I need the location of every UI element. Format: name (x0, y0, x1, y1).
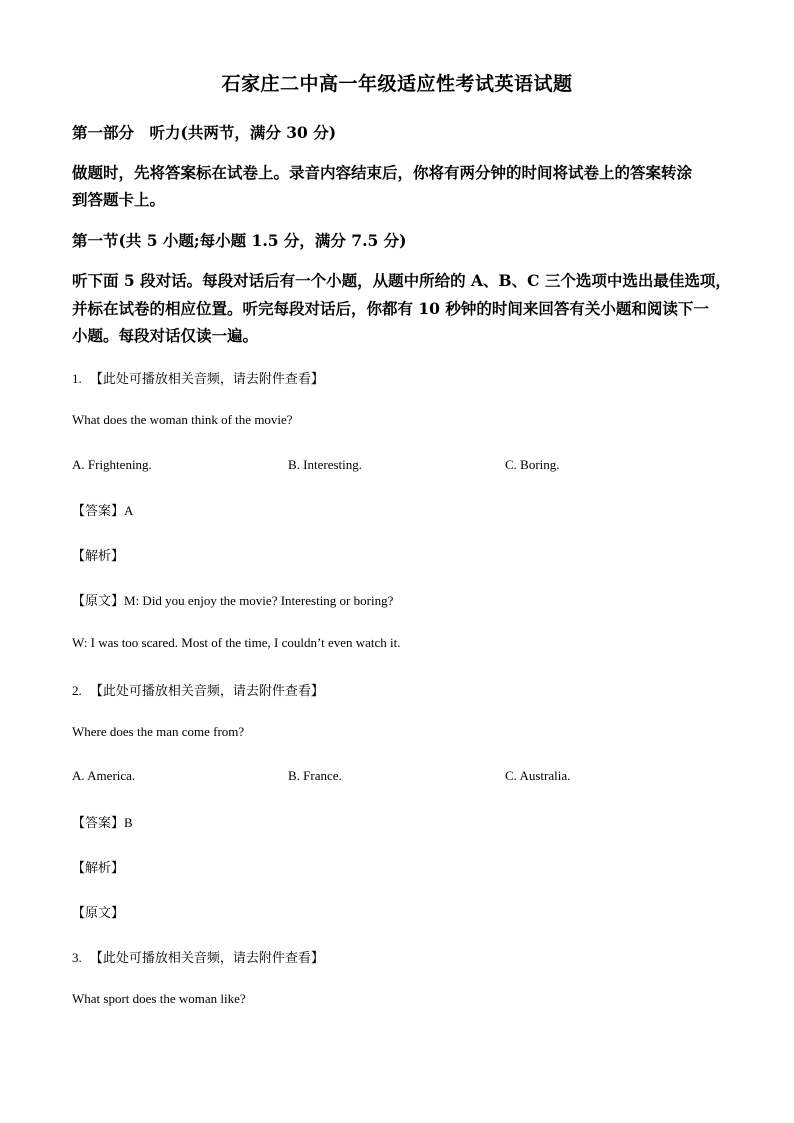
instructions-line-1: 做题时，先将答案标在试卷上。录音内容结束后，你将有两分钟的时间将试卷上的答案转涂 (72, 163, 693, 182)
question-1-stem: What does the woman think of the movie? (72, 412, 293, 427)
question-2-option-c: C. Australia. (505, 768, 571, 783)
question-2-option-a: A. America. (72, 768, 136, 783)
question-2-audio-note[interactable]: 【此处可播放相关音频，请去附件查看】 (89, 684, 324, 699)
question-2-number: 2. (72, 683, 82, 698)
question-2-answer-value: B (124, 815, 133, 830)
question-2-option-b: B. France. (288, 768, 342, 783)
section1-instructions-line-3: 小题。每段对话仅读一遍。 (72, 326, 259, 345)
section1-instructions-line-1: 听下面 5 段对话。每段对话后有一个小题，从题中所给的 A、B、C 三个选项中选出最佳选项， (72, 271, 731, 290)
question-3-audio-note[interactable]: 【此处可播放相关音频，请去附件查看】 (89, 951, 324, 966)
question-1-transcript-text-1: M: Did you enjoy the movie? Interesting or boring? (124, 593, 394, 608)
question-1-answer (72, 500, 133, 519)
question-2-answer-label: 【答案】 (72, 816, 125, 831)
question-1-option-c: C. Boring. (505, 457, 560, 472)
question-3-header (72, 947, 324, 966)
question-1-answer-label: 【答案】 (72, 504, 125, 519)
question-1-option-b: B. Interesting. (288, 457, 363, 472)
question-2-header (72, 680, 324, 699)
instructions-line-2: 到答题卡上。 (72, 190, 166, 209)
question-1-header (72, 368, 324, 387)
question-1-answer-value: A (124, 503, 134, 518)
question-2-analysis-label: 【解析】 (72, 861, 125, 876)
question-3-number: 3. (72, 950, 82, 965)
question-1-audio-note[interactable]: 【此处可播放相关音频，请去附件查看】 (89, 372, 324, 387)
question-1-analysis-label: 【解析】 (72, 549, 125, 564)
part1-heading: 第一部分 听力(共两节，满分 30 分) (72, 123, 337, 142)
question-2-transcript-label: 【原文】 (72, 906, 125, 921)
question-1-transcript-label: 【原文】 (72, 594, 125, 609)
section1-instructions-line-2: 并标在试卷的相应位置。听完每段对话后，你都有 10 秒钟的时间来回答有关小题和阅读下一 (72, 299, 709, 318)
question-2-stem: Where does the man come from? (72, 724, 245, 739)
question-1-option-a: A. Frightening. (72, 457, 152, 472)
question-1-number: 1. (72, 371, 82, 386)
section1-heading: 第一节(共 5 小题;每小题 1.5 分，满分 7.5 分) (72, 231, 407, 250)
question-1-transcript-line-1 (72, 590, 393, 609)
question-1-transcript-line-2: W: I was too scared. Most of the time, I couldn’t even watch it. (72, 635, 401, 650)
question-2-answer (72, 812, 133, 831)
question-3-stem: What sport does the woman like? (72, 991, 246, 1006)
page-title: 石家庄二中高一年级适应性考试英语试题 (221, 73, 573, 95)
